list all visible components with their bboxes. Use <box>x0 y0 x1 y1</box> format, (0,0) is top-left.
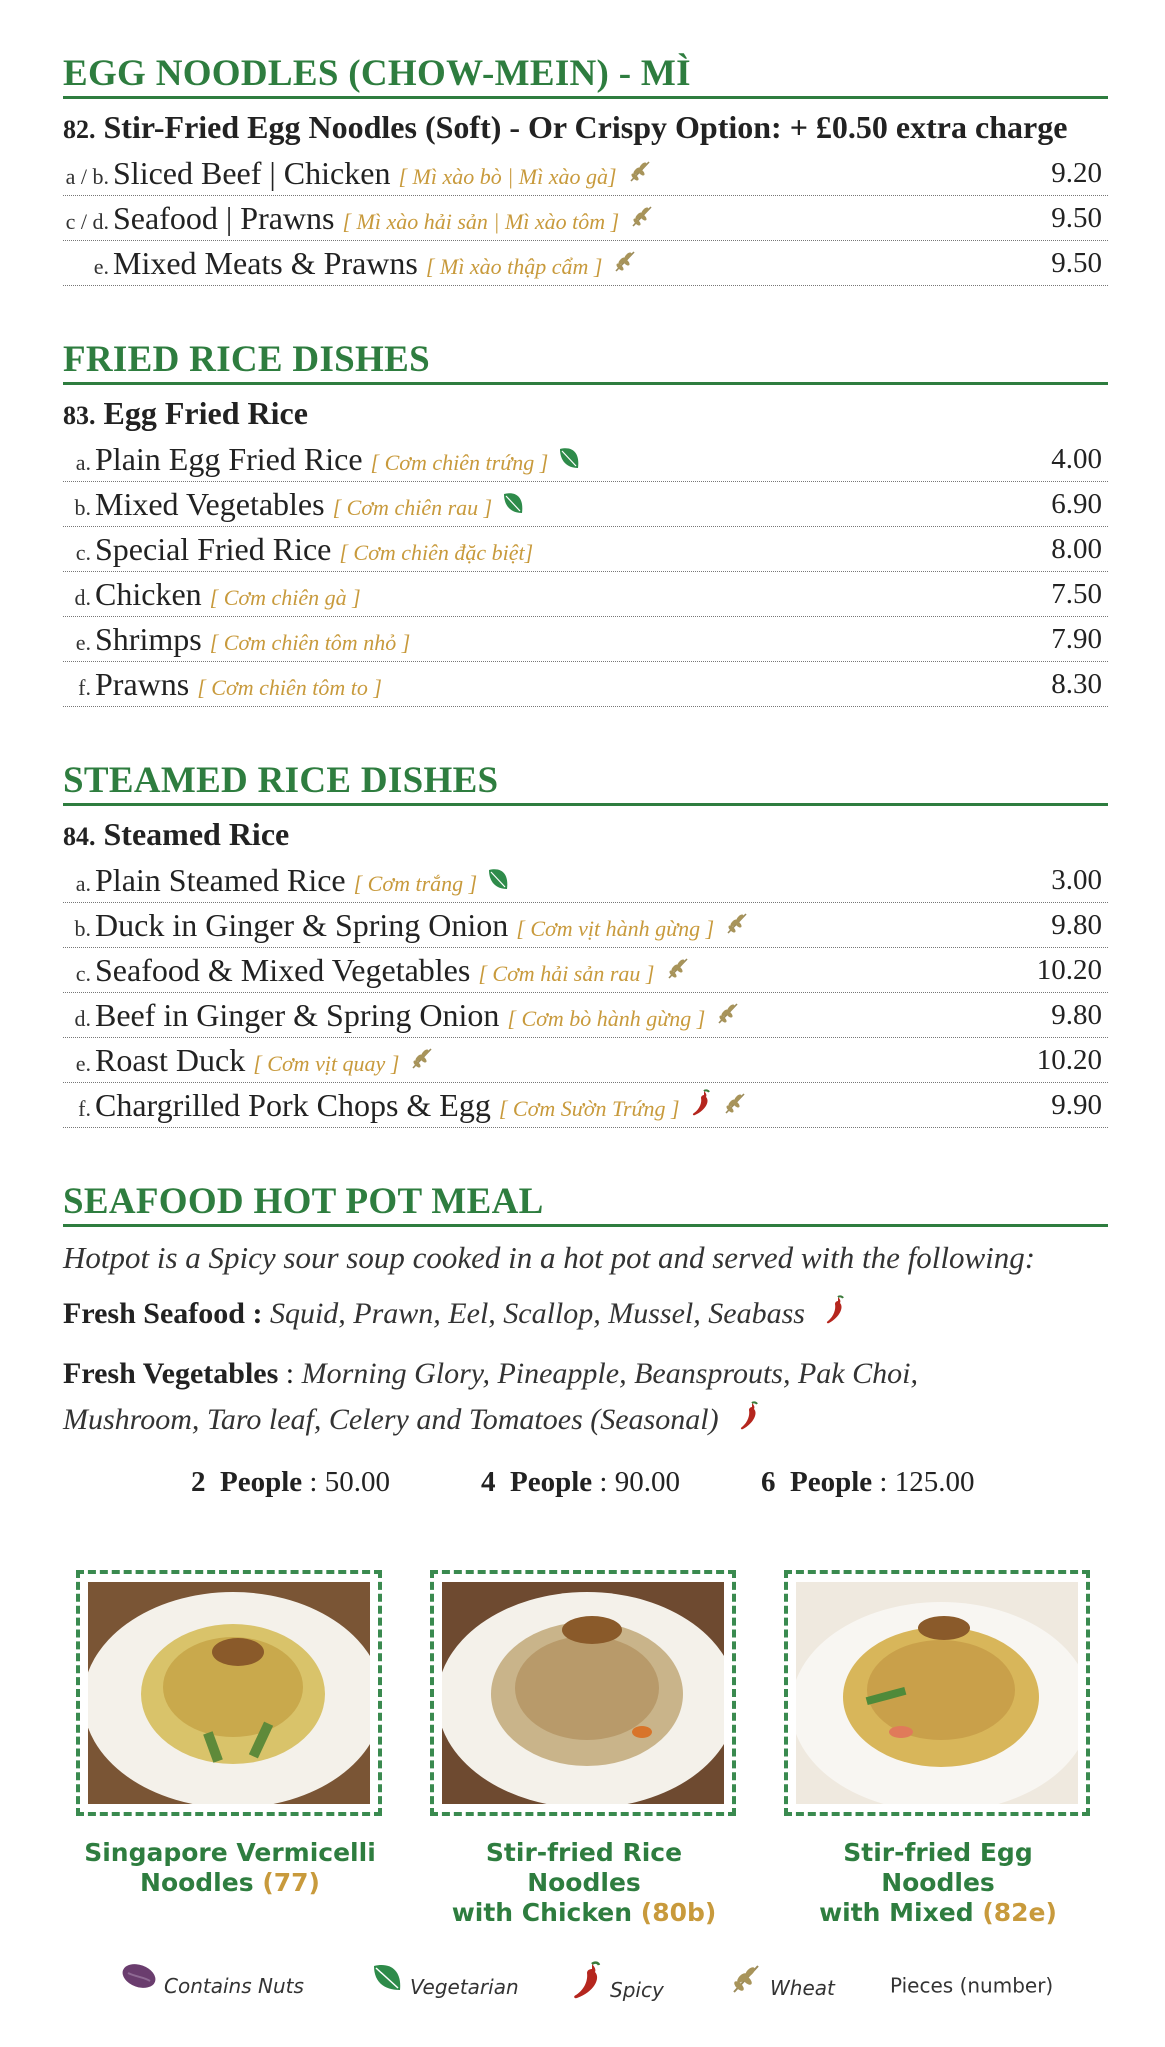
chili-icon <box>570 1960 604 2020</box>
item-name: Roast Duck <box>95 1042 246 1078</box>
section-hot-pot <box>63 1180 1108 1507</box>
item-code: b. <box>74 916 91 941</box>
item-price: 3.00 <box>1051 864 1102 896</box>
hot-pot-people-prices <box>63 1457 1108 1507</box>
item-name: Chicken <box>95 576 202 612</box>
item-number: 82. <box>63 115 96 144</box>
item-vietnamese-name: [ Mì xào thập cẩm ] <box>425 254 603 279</box>
dish-photo-card <box>784 1570 1092 1928</box>
hot-pot-description: Hotpot is a Spicy sour soup cooked in a hot pot and served with the following: <box>63 1240 1036 1275</box>
legend-pieces: Pieces (number) <box>890 1973 1054 1998</box>
item-price: 9.50 <box>1051 247 1102 279</box>
item-name: Prawns <box>95 666 190 702</box>
section-fried-rice <box>63 338 1108 707</box>
item-vietnamese-name: [ Cơm chiên rau ] <box>332 495 493 520</box>
item-title: Stir-Fried Egg Noodles (Soft) - Or Crispy Option: + £0.50 extra charge <box>103 109 1068 145</box>
menu-item-row <box>63 948 1108 993</box>
item-price: 9.80 <box>1051 909 1102 941</box>
item-name: Plain Steamed Rice <box>95 862 346 898</box>
menu-item-row <box>63 196 1108 241</box>
leaf-icon <box>370 1960 404 2014</box>
section-egg-noodles <box>63 52 1108 286</box>
veg-value-1: Morning Glory, Pineapple, Beansprouts, Pak Choi, <box>301 1357 918 1391</box>
wheat-icon <box>722 1090 748 1134</box>
menu-item-row <box>63 1083 1108 1128</box>
dish-photo <box>88 1582 370 1804</box>
item-vietnamese-name: [ Mì xào bò | Mì xào gà] <box>398 164 617 189</box>
seafood-value: Squid, Prawn, Eel, Scallop, Mussel, Seabass <box>269 1297 805 1330</box>
item-name: Special Fried Rice <box>95 531 332 567</box>
legend-vegetarian: Vegetarian <box>370 1960 519 2010</box>
chili-icon <box>824 1293 846 1339</box>
dish-photo <box>796 1582 1078 1804</box>
item-name: Sliced Beef | Chicken <box>113 155 391 191</box>
item-name: Shrimps <box>95 621 202 657</box>
item-price: 6.90 <box>1051 488 1102 520</box>
wheat-icon <box>728 1960 764 2016</box>
item-price: 8.30 <box>1051 668 1102 700</box>
item-name: Mixed Vegetables <box>95 486 325 522</box>
item-vietnamese-name: [ Cơm bò hành gừng ] <box>507 1006 706 1031</box>
seafood-label: Fresh Seafood : <box>63 1297 263 1330</box>
menu-item-row <box>63 993 1108 1038</box>
item-price: 10.20 <box>1036 1044 1102 1076</box>
item-name: Seafood & Mixed Vegetables <box>95 952 471 988</box>
item-vietnamese-name: [ Cơm vịt hành gừng ] <box>516 916 715 941</box>
veg-value-2: Mushroom, Taro leaf, Celery and Tomatoes (Seasonal) <box>63 1403 719 1437</box>
item-code: c / d. <box>65 209 109 234</box>
item-code: f. <box>78 675 91 700</box>
item-code: a. <box>75 450 91 475</box>
item-code: a / b. <box>65 164 109 189</box>
item-price: 8.00 <box>1051 533 1102 565</box>
item-code: d. <box>74 585 91 610</box>
dish-photo-card <box>430 1570 738 1928</box>
wheat-icon <box>612 248 638 292</box>
item-heading <box>63 810 1108 858</box>
item-vietnamese-name: [ Cơm chiên gà ] <box>209 585 361 610</box>
veg-sep: : <box>278 1357 302 1391</box>
menu-item-row <box>63 151 1108 196</box>
photo-frame <box>76 1570 382 1816</box>
item-code: a. <box>75 871 91 896</box>
veg-label: Fresh Vegetables <box>63 1357 279 1391</box>
people-option: 2 People : 50.00 <box>191 1466 390 1499</box>
menu-content <box>63 52 1108 1507</box>
item-vietnamese-name: [ Cơm vịt quay ] <box>253 1051 400 1076</box>
menu-item-row <box>63 527 1108 572</box>
legend-nuts: Contains Nuts <box>120 1960 304 2010</box>
nut-icon <box>120 1961 158 2011</box>
item-vietnamese-name: [ Cơm chiên đặc biệt] <box>339 540 534 565</box>
item-name: Seafood | Prawns <box>113 200 335 236</box>
item-price: 9.80 <box>1051 999 1102 1031</box>
menu-rows <box>63 437 1108 707</box>
item-name: Mixed Meats & Prawns <box>113 245 418 281</box>
menu-item-row <box>63 572 1108 617</box>
item-heading <box>63 389 1108 437</box>
item-vietnamese-name: [ Cơm chiên tôm to ] <box>197 675 382 700</box>
menu-item-row <box>63 482 1108 527</box>
item-price: 7.90 <box>1051 623 1102 655</box>
photo-caption: Singapore Vermicelli Noodles (77) <box>84 1838 376 1897</box>
item-title: Steamed Rice <box>103 816 290 852</box>
item-price: 4.00 <box>1051 443 1102 475</box>
section-title: EGG NOODLES (CHOW-MEIN) - MÌ <box>63 52 1108 99</box>
item-price: 9.20 <box>1051 157 1102 189</box>
item-name: Chargrilled Pork Chops & Egg <box>95 1087 491 1123</box>
menu-item-row <box>63 437 1108 482</box>
item-code: d. <box>74 1006 91 1031</box>
item-code: e. <box>75 630 91 655</box>
photo-frame <box>430 1570 736 1816</box>
menu-rows <box>63 858 1108 1128</box>
item-code: c. <box>75 961 91 986</box>
section-title: STEAMED RICE DISHES <box>63 759 1108 806</box>
section-title: SEAFOOD HOT POT MEAL <box>63 1180 1108 1227</box>
chili-icon <box>738 1399 760 1445</box>
dish-photos <box>76 1570 1086 1927</box>
chili-icon <box>690 1089 712 1135</box>
item-code: b. <box>74 495 91 520</box>
dish-photo <box>442 1582 724 1804</box>
item-name: Duck in Ginger & Spring Onion <box>95 907 509 943</box>
legend-wheat: Wheat <box>728 1960 835 2010</box>
item-code: c. <box>75 540 91 565</box>
item-code: e. <box>93 254 109 279</box>
photo-caption: Stir-fried Egg Noodles with Mixed (82e) <box>819 1838 1057 1927</box>
item-title: Egg Fried Rice <box>103 395 308 431</box>
item-vietnamese-name: [ Cơm trắng ] <box>353 871 478 896</box>
menu-item-row <box>63 858 1108 903</box>
menu-item-row <box>63 1038 1108 1083</box>
item-price: 9.90 <box>1051 1089 1102 1121</box>
menu-rows <box>63 151 1108 286</box>
item-name: Beef in Ginger & Spring Onion <box>95 997 500 1033</box>
item-price: 9.50 <box>1051 202 1102 234</box>
menu-item-row <box>63 241 1108 286</box>
item-price: 7.50 <box>1051 578 1102 610</box>
photo-frame <box>784 1570 1090 1816</box>
item-name: Plain Egg Fried Rice <box>95 441 363 477</box>
section-steamed-rice <box>63 759 1108 1128</box>
item-price: 10.20 <box>1036 954 1102 986</box>
menu-item-row <box>63 662 1108 707</box>
item-vietnamese-name: [ Mì xào hải sản | Mì xào tôm ] <box>342 209 620 234</box>
legend <box>120 1960 1070 2010</box>
item-number: 84. <box>63 822 96 851</box>
item-number: 83. <box>63 401 96 430</box>
photo-caption: Stir-fried Rice Noodles with Chicken (80b) <box>451 1838 717 1927</box>
hot-pot-vegetables <box>63 1351 1108 1445</box>
item-code: e. <box>75 1051 91 1076</box>
item-vietnamese-name: [ Cơm Sườn Trứng ] <box>498 1096 680 1121</box>
menu-item-row <box>63 617 1108 662</box>
menu-item-row <box>63 903 1108 948</box>
legend-spicy: Spicy <box>570 1960 664 2010</box>
people-option: 4 People : 90.00 <box>481 1466 680 1499</box>
hot-pot-seafood <box>63 1291 1108 1339</box>
people-option: 6 People : 125.00 <box>761 1466 975 1499</box>
item-heading <box>63 103 1108 151</box>
item-vietnamese-name: [ Cơm chiên tôm nhỏ ] <box>209 630 411 655</box>
section-title: FRIED RICE DISHES <box>63 338 1108 385</box>
dish-photo-card <box>76 1570 384 1898</box>
item-vietnamese-name: [ Cơm chiên trứng ] <box>370 450 549 475</box>
item-code: f. <box>78 1096 91 1121</box>
item-vietnamese-name: [ Cơm hải sản rau ] <box>478 961 655 986</box>
